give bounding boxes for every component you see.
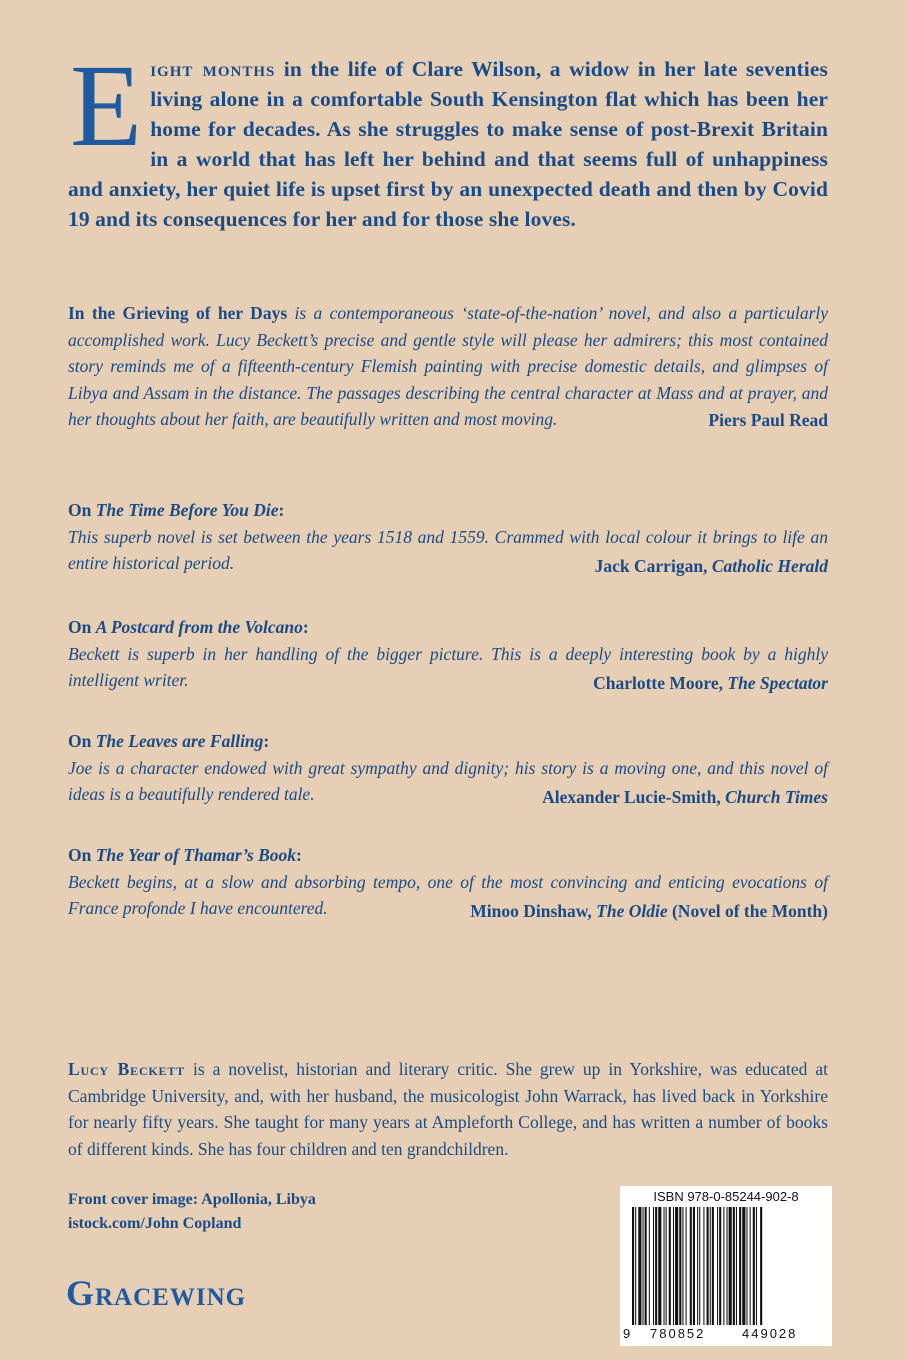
barcode-bar [712, 1207, 714, 1325]
barcode-bar [682, 1207, 683, 1325]
barcode-bar [742, 1207, 745, 1325]
review-attribution: Minoo Dinshaw, The Oldie (Novel of the Month) [470, 900, 828, 921]
review-attribution: Alexander Lucie-Smith, Church Times [542, 786, 828, 807]
review-text: is a contemporaneous ‘state-of-the-nation’ novel, and also a particularly accomplished work. Lucy Beckett’s precise and gentle style will please her admirers; this most contained story reminds me of a fifteenth-century Flemish painting with precise domestic details, and glimpses of Libya and Assam in the distance. The passages describing the central character at Mass and at prayer, and her thoughts about her faith, are beautifully written and most moving. [68, 303, 829, 429]
barcode-bar [635, 1207, 636, 1325]
barcode-bar [710, 1207, 711, 1325]
barcode-bar [632, 1207, 634, 1325]
barcode-digits [620, 1326, 832, 1344]
barcode-bar [729, 1207, 732, 1325]
barcode-bar [666, 1207, 667, 1325]
barcode-bar [638, 1207, 641, 1325]
bio-text: is a novelist, historian and literary critic. She grew up in Yorkshire, was educated at Cambridge University, and, with her husband, the musicologist John Warrack, has lived back in Yorkshire for nearly fifty years. She taught for many years at Ampleforth College, and has written a number of books of different kinds. She has four children and ten grandchildren. [68, 1059, 828, 1159]
review-book-title: The Year of Thamar’s Book [95, 845, 297, 865]
barcode-bar [673, 1207, 674, 1325]
barcode-bar [719, 1207, 721, 1325]
barcode-bar [653, 1207, 654, 1325]
dropcap-letter: E [70, 40, 143, 171]
barcode-bar [669, 1207, 671, 1325]
barcode-bar [707, 1207, 709, 1325]
barcode-bar [645, 1207, 647, 1325]
review-attribution: Piers Paul Read [708, 409, 828, 430]
isbn-number: ISBN 978-0-85244-902-8 [653, 1189, 799, 1204]
barcode-bar [699, 1207, 700, 1325]
review-text: Beckett is superb in her handling of the bigger picture. This is a deeply interesting book by a highly intelligent writer. [68, 643, 828, 690]
barcode-bar [703, 1207, 704, 1325]
barcode-bar [760, 1207, 762, 1325]
barcode-bar [655, 1207, 657, 1325]
barcode-bar [733, 1207, 735, 1325]
barcode-bar [686, 1207, 687, 1325]
review-text: This superb novel is set between the years 1518 and 1559. Crammed with local colour it brings to life an entire historical period. [68, 526, 828, 573]
cover-image-credit [68, 1188, 316, 1236]
publisher-logo: Gracewing [66, 1273, 247, 1313]
blurb-text: in the life of Clare Wilson, a widow in her late seventies living alone in a comfortable South Kensington flat which has been her home for decades. As she struggles to make sense of post-Brexit Britain in a world that has left her behind and that seems full of unhappiness and anxiety, her quiet life is upset first by an unexpected death and then by Covid 19 and its consequences for her and for those she loves. [68, 57, 828, 231]
barcode-bar [690, 1207, 692, 1325]
author-name: Lucy Beckett [68, 1059, 185, 1079]
barcode-first-digit: 9 [623, 1326, 631, 1341]
barcode-bar [727, 1207, 728, 1325]
review-book-title: In the Grieving of her Days [68, 303, 288, 323]
barcode-bar [664, 1207, 665, 1325]
barcode-bar [649, 1207, 650, 1325]
review-4 [68, 728, 828, 810]
review-attribution: Charlotte Moore, The Spectator [593, 672, 828, 693]
blurb-paragraph [68, 40, 828, 234]
barcode-bar [697, 1207, 698, 1325]
isbn-barcode [620, 1186, 832, 1346]
barcode-left-digits: 780852 [650, 1326, 706, 1341]
barcode-bar [756, 1207, 757, 1325]
barcode-bar [723, 1207, 724, 1325]
barcode-bar [643, 1207, 644, 1325]
review-heading: On The Leaves are Falling: [68, 731, 270, 751]
barcode-bar [750, 1207, 751, 1325]
review-heading: On The Time Before You Die: [68, 500, 285, 520]
barcode-bars [632, 1207, 822, 1325]
barcode-right-digits: 449028 [742, 1326, 798, 1341]
barcode-bar [658, 1207, 661, 1325]
barcode-bar [679, 1207, 681, 1325]
review-attribution: Jack Carrigan, Catholic Herald [594, 555, 828, 576]
review-text: Beckett begins, at a slow and absorbing tempo, one of the most convincing and enticing evocations of France profonde I have encountered. [68, 871, 828, 918]
barcode-bar [753, 1207, 755, 1325]
review-1 [68, 300, 828, 433]
barcode-bar [739, 1207, 741, 1325]
barcode-bar [717, 1207, 718, 1325]
credit-line-1: Front cover image: Apollonia, Libya [68, 1191, 316, 1208]
credit-line-2: istock.com/John Copland [68, 1215, 242, 1232]
barcode-bar [746, 1207, 747, 1325]
review-5 [68, 842, 828, 924]
review-book-title: The Time Before You Die [95, 500, 279, 520]
review-heading: On The Year of Thamar’s Book: [68, 845, 302, 865]
review-3 [68, 614, 828, 696]
barcode-bar [693, 1207, 695, 1325]
review-book-title: A Postcard from the Volcano [95, 617, 303, 637]
barcode-bar [736, 1207, 737, 1325]
review-text: Joe is a character endowed with great sympathy and dignity; his story is a moving one, and this novel of ideas is a beautifully rendered tale. [68, 757, 828, 804]
review-book-title: The Leaves are Falling [95, 731, 264, 751]
barcode-bar [675, 1207, 678, 1325]
blurb-lead: ight months [150, 57, 276, 81]
review-2 [68, 497, 828, 579]
review-heading: On A Postcard from the Volcano: [68, 617, 309, 637]
author-bio [68, 1056, 828, 1162]
